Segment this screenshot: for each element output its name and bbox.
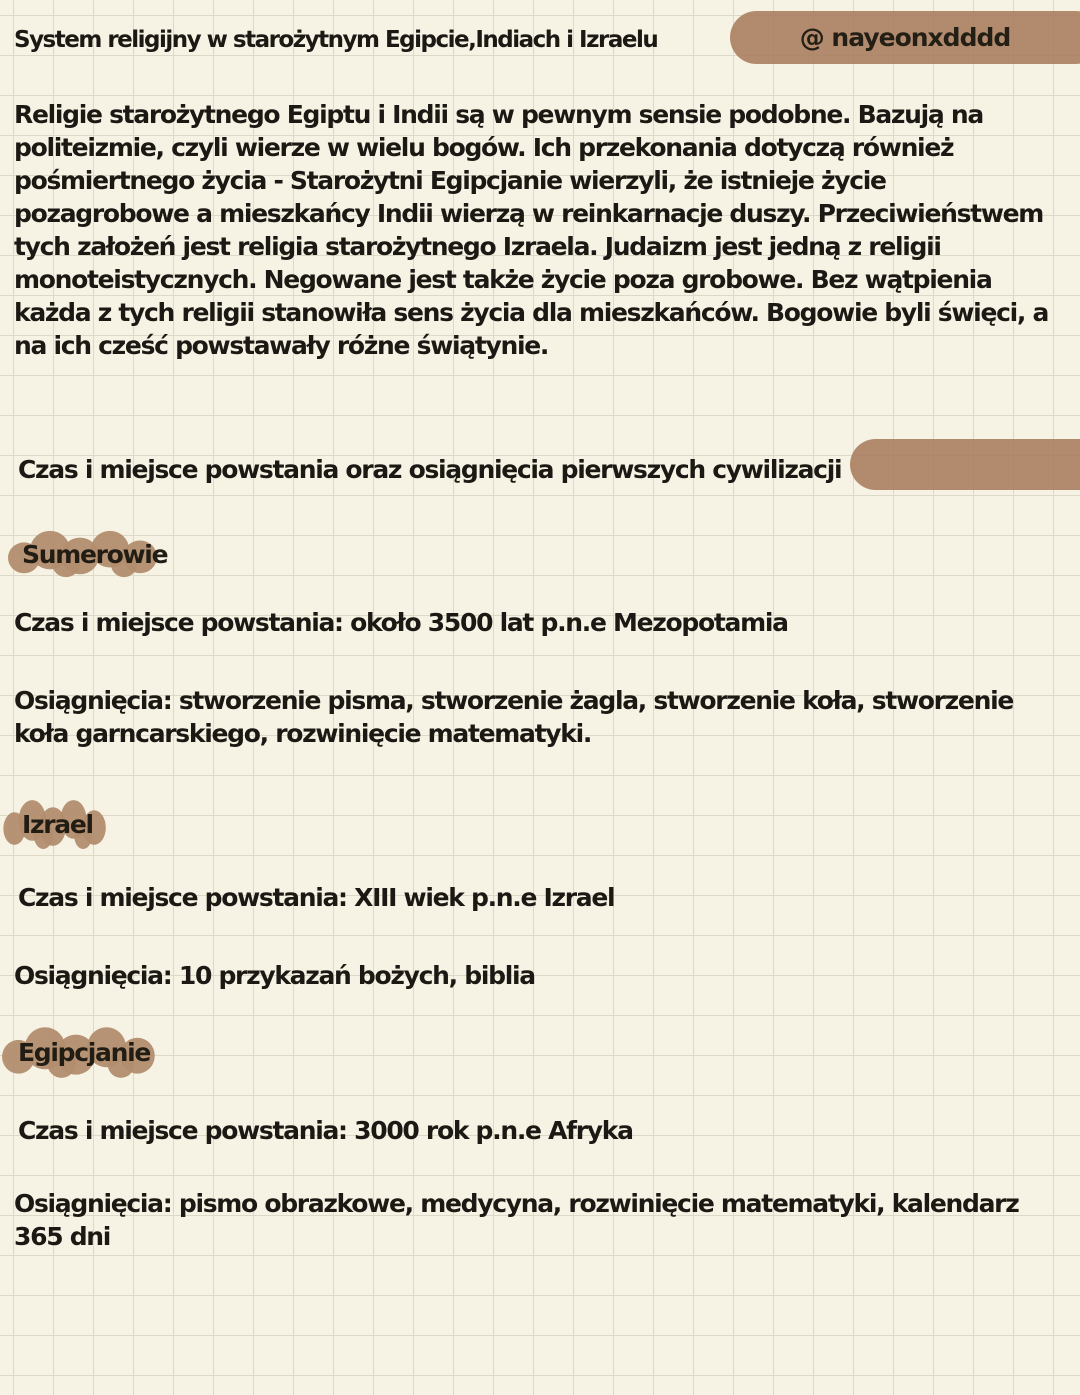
egipcjanie-origin-line: Czas i miejsce powstania: 3000 rok p.n.e Afryka (18, 1116, 633, 1145)
intro-paragraph: Religie starożytnego Egiptu i Indii są w pewnym sensie podobne. Bazują na politeizmie, czyli wierze w wielu bogów. Ich przekonania dotyczą również pośmiertnego życia - Starożytni Egipcjanie wierzyli, że istnieje życie pozagrobowe a mieszkańcy Indii wierzą w reinkarnacje duszy. Przeciwieństwem tych założeń jest religia starożytnego Izraela. Judaizm jest jedną z religii monoteistycznych. Negowane jest także życie poza grobowe. Bez wątpienia każda z tych religii stanowiła sens życia dla mieszkańców. Bogowie byli święci, a na ich cześć powstawały różne świątynie. (14, 100, 1049, 360)
author-handle-badge (730, 11, 1080, 64)
civilization-heading-sumerowie (6, 526, 166, 580)
civilization-heading-izrael (2, 795, 112, 852)
civilization-name: Sumerowie (22, 540, 168, 569)
izrael-achievements-line: Osiągnięcia: 10 przykazań bożych, biblia (14, 961, 535, 990)
sumerowie-origin-line: Czas i miejsce powstania: około 3500 lat p.n.e Mezopotamia (14, 608, 788, 637)
izrael-origin-line: Czas i miejsce powstania: XIII wiek p.n.e Izrael (18, 883, 615, 912)
section-heading: Czas i miejsce powstania oraz osiągnięcia pierwszych cywilizacji (18, 455, 842, 484)
egipcjanie-achievements-line: Osiągnięcia: pismo obrazkowe, medycyna, rozwinięcie matematyki, kalendarz 365 dni (14, 1189, 1019, 1251)
sumerowie-achievements-line: Osiągnięcia: stworzenie pisma, stworzenie żagla, stworzenie koła, stworzenie koła garncarskiego, rozwinięcie matematyki. (14, 686, 1014, 748)
civilization-name: Egipcjanie (18, 1038, 151, 1067)
page-title: System religijny w starożytnym Egipcie,Indiach i Izraelu (14, 27, 658, 53)
civilization-name: Izrael (22, 810, 93, 839)
author-handle-text: @ nayeonxdddd (799, 23, 1011, 52)
civilization-heading-egipcjanie (0, 1022, 164, 1081)
heading-highlight-pill (850, 439, 1080, 490)
